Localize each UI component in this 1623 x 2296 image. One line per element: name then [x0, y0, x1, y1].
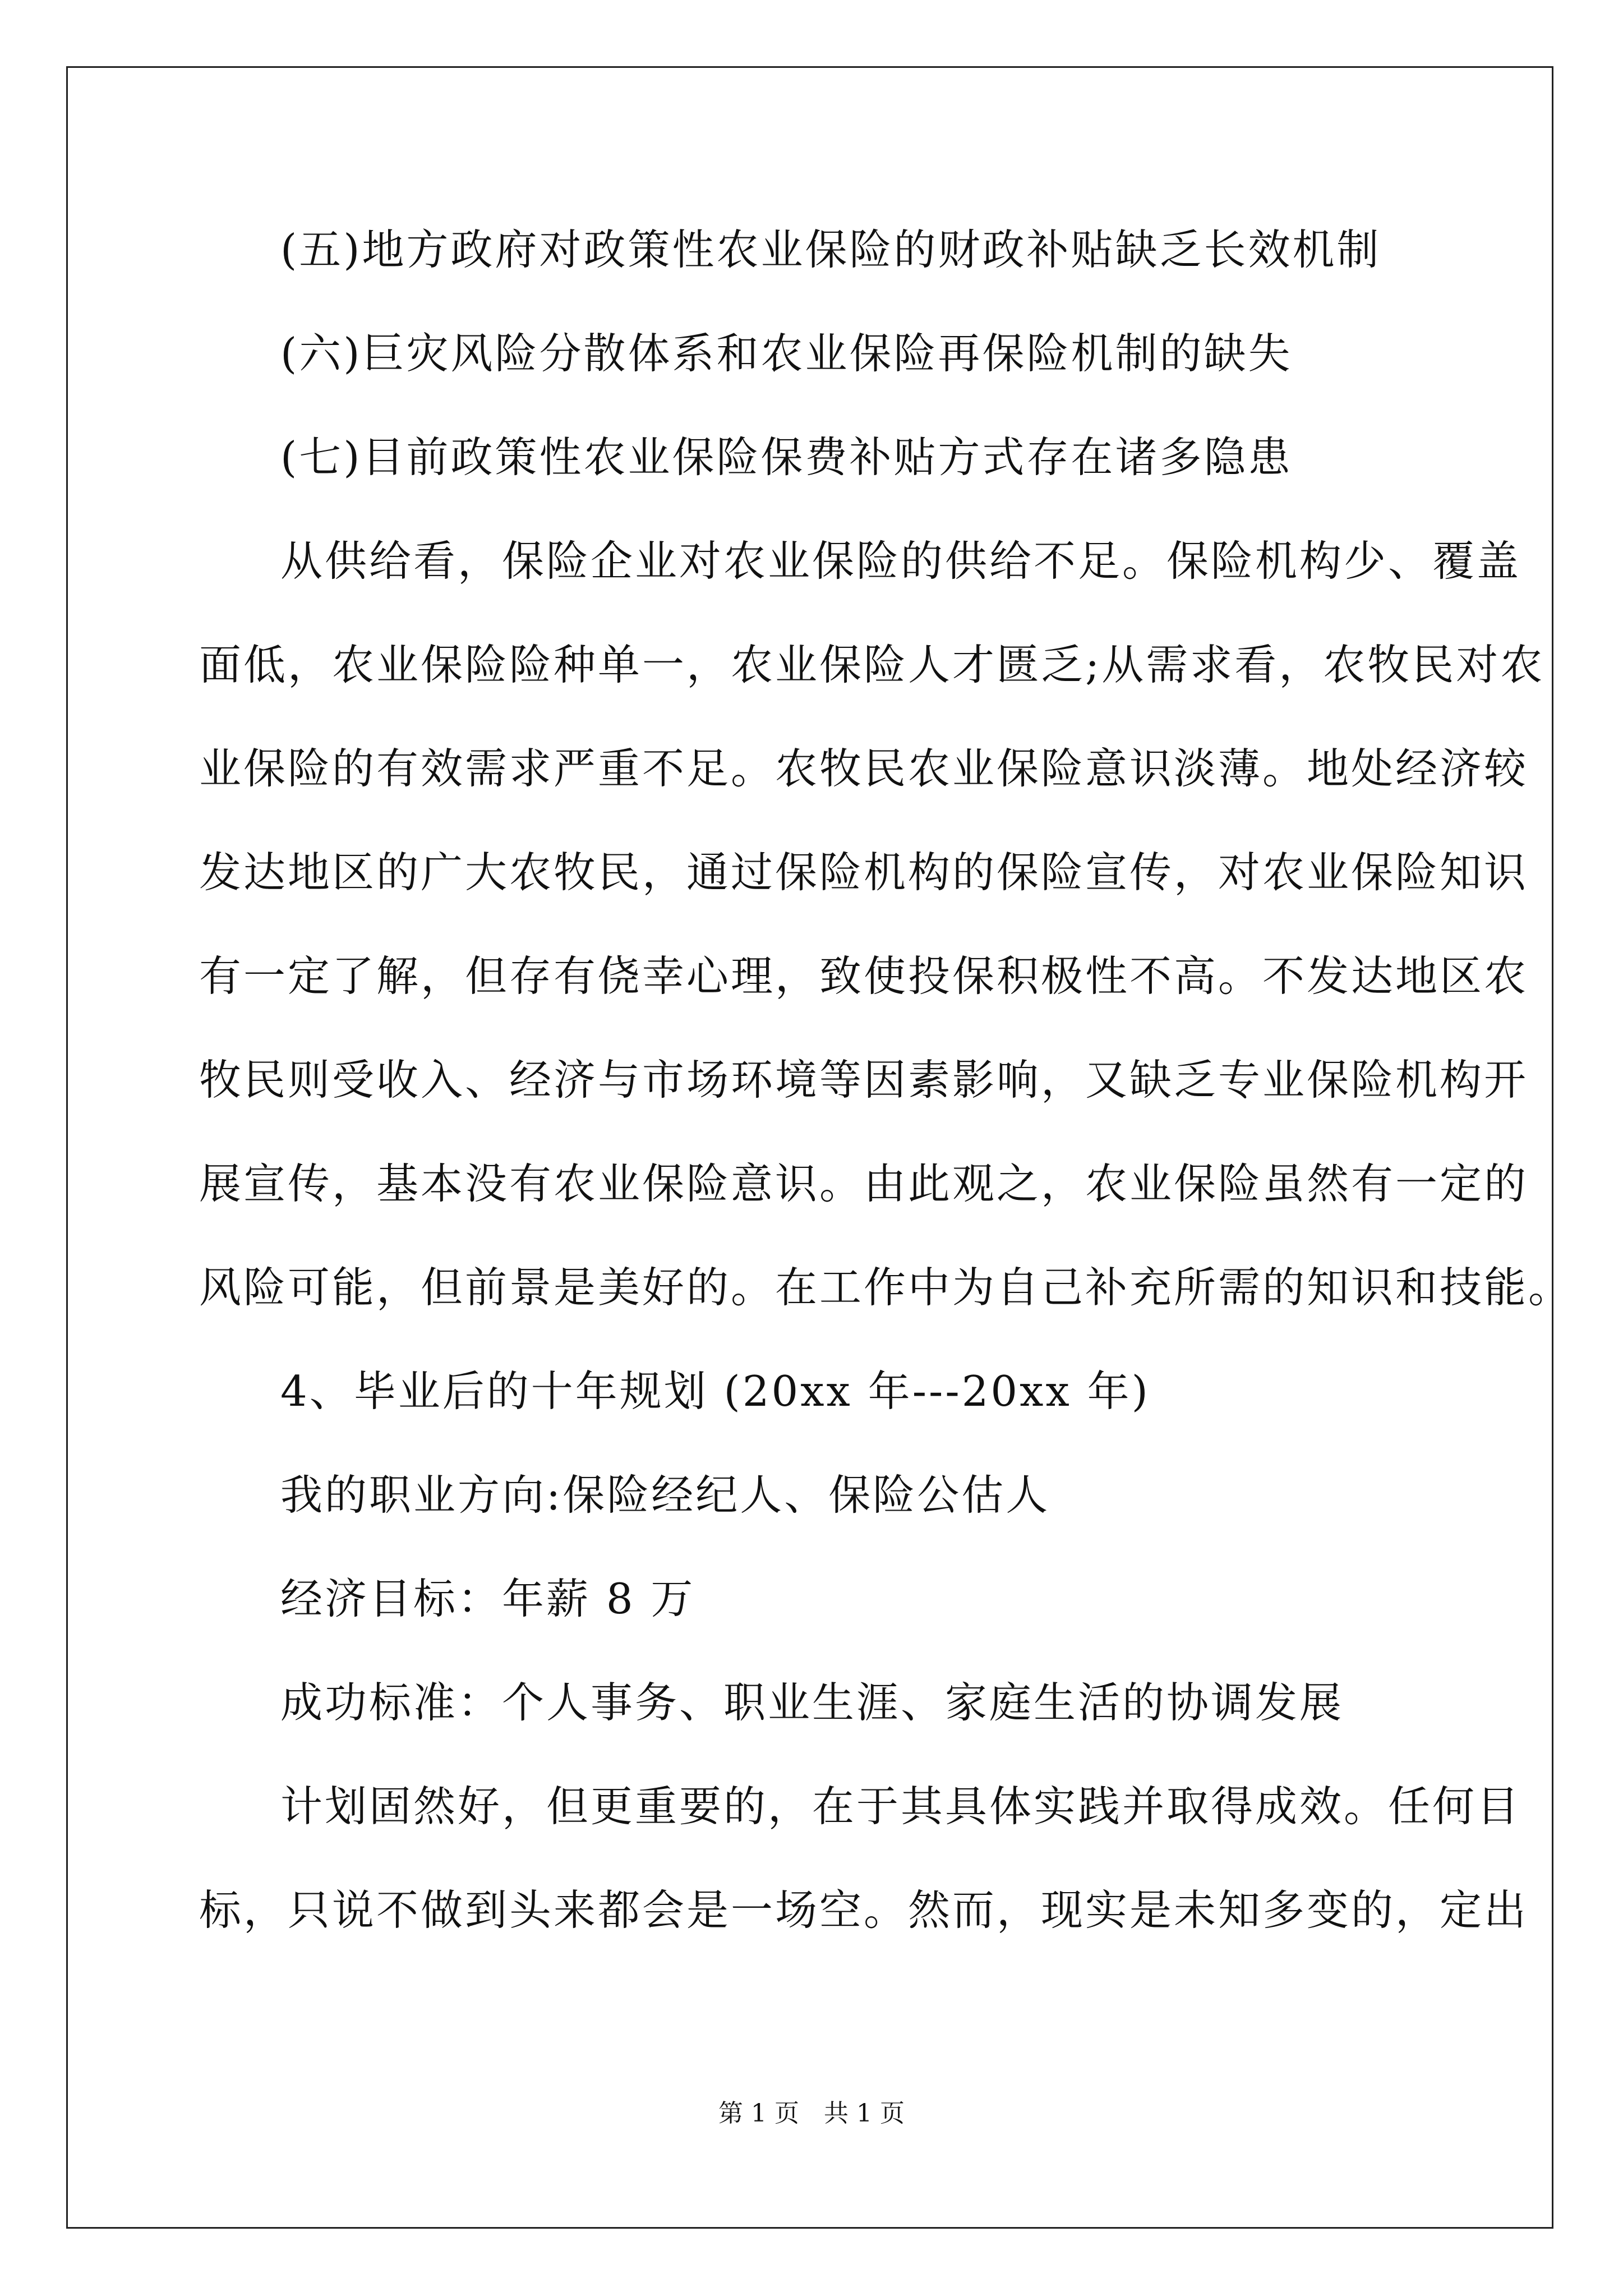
paragraph-line: 从供给看，保险企业对农业保险的供给不足。保险机构少、覆盖 [280, 536, 1521, 586]
paragraph-line: 业保险的有效需求严重不足。农牧民农业保险意识淡薄。地处经济较 [199, 744, 1529, 793]
economic-goal: 经济目标：年薪 8 万 [280, 1574, 695, 1623]
career-direction: 我的职业方向:保险经纪人、保险公估人 [280, 1470, 1050, 1520]
paragraph-line: 有一定了解，但存有侥幸心理，致使投保积极性不高。不发达地区农 [199, 951, 1529, 1001]
heading-seven: (七)目前政策性农业保险保费补贴方式存在诸多隐患 [280, 432, 1293, 482]
paragraph-line: 面低，农业保险险种单一，农业保险人才匮乏;从需求看，农牧民对农 [199, 640, 1545, 689]
success-standard: 成功标准：个人事务、职业生涯、家庭生活的协调发展 [280, 1678, 1344, 1727]
paragraph-line: 牧民则受收入、经济与市场环境等因素影响，又缺乏专业保险机构开 [199, 1055, 1529, 1105]
page-number-footer: 第 1 页 共 1 页 [718, 2099, 905, 2128]
paragraph-line: 发达地区的广大农牧民，通过保险机构的保险宣传，对农业保险知识 [199, 848, 1529, 897]
paragraph-line: 风险可能，但前景是美好的。在工作中为自己补充所需的知识和技能。 [199, 1263, 1573, 1312]
heading-five: (五)地方政府对政策性农业保险的财政补贴缺乏长效机制 [280, 225, 1381, 274]
paragraph-line: 标，只说不做到头来都会是一场空。然而，现实是未知多变的，定出 [199, 1885, 1529, 1935]
paragraph-line: 计划固然好，但更重要的，在于其具体实践并取得成效。任何目 [280, 1782, 1521, 1831]
heading-six: (六)巨灾风险分散体系和农业保险再保险机制的缺失 [280, 329, 1293, 378]
section-heading: 4、毕业后的十年规划 (20xx 年---20xx 年) [280, 1366, 1150, 1416]
paragraph-line: 展宣传，基本没有农业保险意识。由此观之，农业保险虽然有一定的 [199, 1159, 1529, 1208]
